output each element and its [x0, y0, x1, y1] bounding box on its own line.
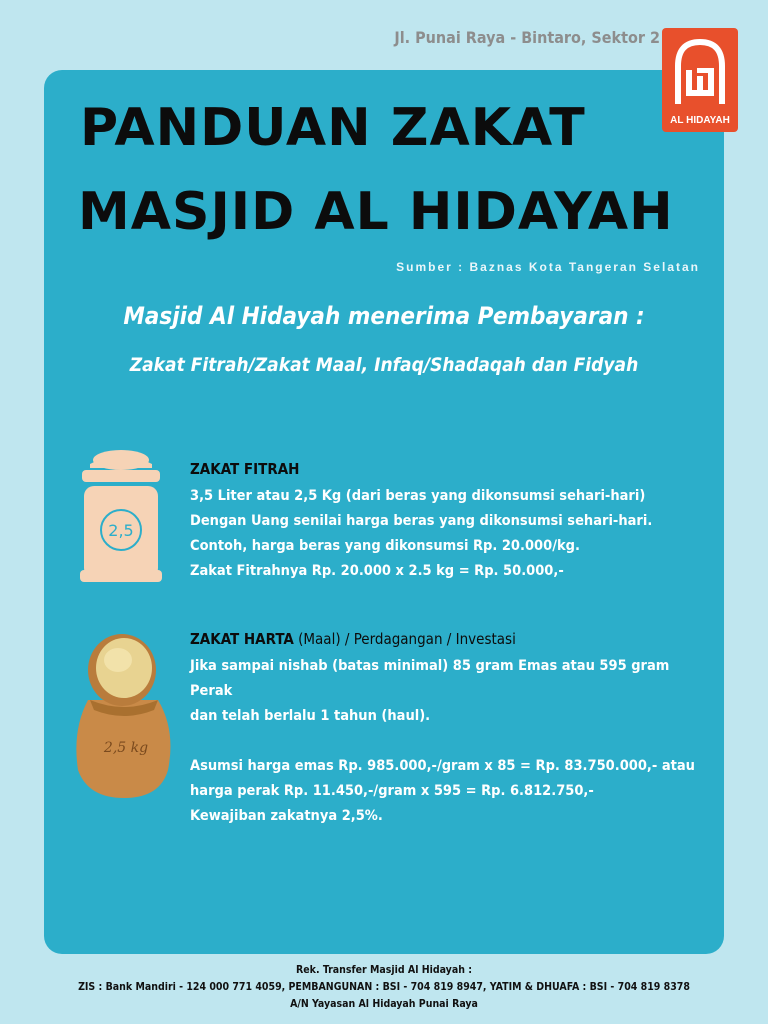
- footer-account-holder: A/N Yayasan Al Hidayah Punai Raya: [290, 998, 478, 1010]
- harta-heading-main: ZAKAT HARTA: [190, 630, 294, 648]
- al-hidayah-logo: [662, 28, 738, 132]
- bank-transfer-footer: [0, 962, 768, 1013]
- grain-bag-icon: [68, 630, 180, 802]
- fitrah-line: Contoh, harga beras yang dikonsumsi Rp. 20.000/kg.: [190, 538, 580, 554]
- harta-line: Kewajiban zakatnya 2,5%.: [190, 808, 383, 824]
- harta-line: dan telah berlalu 1 tahun (haul).: [190, 708, 431, 724]
- footer-accounts: ZIS : Bank Mandiri - 124 000 771 4059, PEMBANGUNAN : BSI - 704 819 8947, YATIM & DHUAFA : BSI - 704 819 8378: [78, 981, 690, 993]
- zakat-fitrah-section: [190, 460, 710, 584]
- fitrah-line: Dengan Uang senilai harga beras yang dikonsumsi sehari-hari.: [190, 513, 653, 529]
- zakat-fitrah-heading: ZAKAT FITRAH: [190, 460, 300, 478]
- zakat-harta-section: [190, 630, 710, 829]
- bag-label: 2,5 kg: [103, 740, 149, 756]
- page-title-line1: PANDUAN ZAKAT: [80, 98, 586, 158]
- zakat-harta-heading: [190, 630, 710, 648]
- fitrah-line: 3,5 Liter atau 2,5 Kg (dari beras yang dikonsumsi sehari-hari): [190, 488, 646, 504]
- footer-title: Rek. Transfer Masjid Al Hidayah :: [295, 964, 472, 976]
- harta-line: Asumsi harga emas Rp. 985.000,-/gram x 85 = Rp. 83.750.000,- atau: [190, 758, 695, 774]
- harta-line: harga perak Rp. 11.450,-/gram x 595 = Rp. 6.812.750,-: [190, 783, 594, 799]
- harta-heading-rest: (Maal) / Perdagangan / Investasi: [293, 630, 516, 648]
- intro-heading: Masjid Al Hidayah menerima Pembayaran :: [123, 302, 645, 330]
- harta-line: Jika sampai nishab (batas minimal) 85 gram Emas atau 595 gram Perak: [190, 658, 670, 699]
- page-title-line2: MASJID AL HIDAYAH: [78, 182, 674, 242]
- mosque-arch-icon: [670, 34, 730, 110]
- address-text: Jl. Punai Raya - Bintaro, Sektor 2: [394, 28, 660, 47]
- fitrah-line: Zakat Fitrahnya Rp. 20.000 x 2.5 kg = Rp. 50.000,-: [190, 563, 564, 579]
- logo-text: AL HIDAYAH: [670, 115, 730, 126]
- rice-sack-icon: [76, 446, 166, 588]
- source-text: Sumber : Baznas Kota Tangeran Selatan: [396, 260, 700, 274]
- intro-subheading: Zakat Fitrah/Zakat Maal, Infaq/Shadaqah dan Fidyah: [129, 354, 639, 376]
- sack-label: 2,5: [108, 521, 134, 540]
